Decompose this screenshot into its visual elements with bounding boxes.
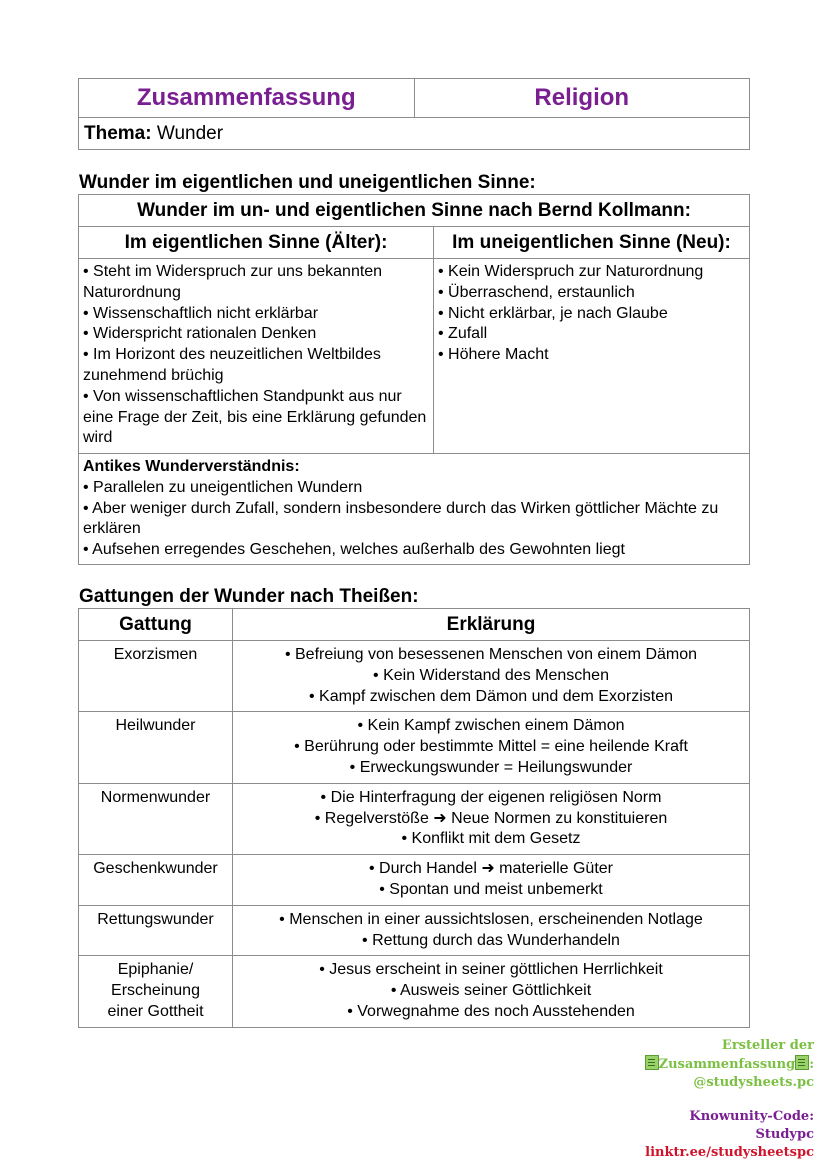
- gattung-cell: [79, 905, 233, 956]
- gattung-name: Rettungswunder: [97, 910, 214, 928]
- erklaerung-cell: [233, 855, 750, 906]
- gattung-name: Erscheinung: [111, 982, 200, 1000]
- credit-line-text: Zusammenfassung: [658, 1057, 796, 1072]
- list-item: • Im Horizont des neuzeitlichen Weltbildes zunehmend brüchig: [83, 346, 381, 384]
- erklaerung-cell: [233, 956, 750, 1027]
- credit-colon: :: [809, 1057, 814, 1072]
- gattung-cell: [79, 956, 233, 1027]
- section-heading-wunder-sinne: Wunder im eigentlichen und uneigentlichen Sinne:: [79, 172, 536, 193]
- erklaerung-cell: [233, 712, 750, 783]
- topic-row: [79, 118, 750, 150]
- list-item: • Von wissenschaftlichen Standpunkt aus nur eine Frage der Zeit, bis eine Erklärung gefunden wird: [83, 387, 427, 447]
- erklaerung-cell: [233, 783, 750, 854]
- table-row: [79, 783, 750, 854]
- table-row: [79, 855, 750, 906]
- list-item: • Rettung durch das Wunderhandeln: [362, 931, 620, 949]
- table-row: [79, 712, 750, 783]
- list-item: • Jesus erscheint in seiner göttlichen Herrlichkeit: [319, 961, 663, 979]
- list-item: • Widerspricht rationalen Denken: [83, 325, 317, 343]
- gattung-name: einer Gottheit: [107, 1002, 204, 1020]
- gattungen-table: [78, 608, 750, 1028]
- gattung-cell: [79, 712, 233, 783]
- topic-value: Wunder: [156, 122, 224, 144]
- author-handle: @studysheets.pc: [693, 1075, 814, 1090]
- list-item: • Durch Handel ➜ materielle Güter: [369, 860, 613, 878]
- gattung-name: Exorzismen: [113, 646, 198, 663]
- column-header-uneigentlich: Im uneigentlichen Sinne (Neu):: [434, 227, 750, 259]
- list-item: • Befreiung von besessenen Menschen von einem Dämon: [284, 646, 698, 663]
- antikes-wunderverstaendnis: [79, 454, 750, 565]
- document-title: Zusammenfassung: [79, 79, 415, 118]
- list-item: • Überraschend, erstaunlich: [438, 283, 635, 301]
- column-header-erklaerung: Erklärung: [233, 609, 750, 641]
- list-item: • Spontan und meist unbemerkt: [379, 880, 603, 898]
- gattung-cell: [79, 783, 233, 854]
- gattung-cell: [79, 641, 233, 712]
- author-credit: [614, 1037, 814, 1162]
- memo-icon: [795, 1055, 809, 1070]
- list-item: • Steht im Widerspruch zur uns bekannten Naturordnung: [83, 263, 383, 301]
- list-item: • Nicht erklärbar, je nach Glaube: [438, 304, 668, 322]
- list-item: • Menschen in einer aussichtslosen, erscheinenden Notlage: [279, 910, 703, 928]
- column-header-eigentlich: Im eigentlichen Sinne (Älter):: [79, 227, 434, 259]
- kollmann-table: [78, 194, 750, 565]
- list-item: • Kein Kampf zwischen einem Dämon: [357, 717, 625, 735]
- list-item: • Die Hinterfragung der eigenen religiösen Norm: [320, 788, 662, 806]
- credit-line: Ersteller der: [721, 1038, 814, 1053]
- list-item: • Erweckungswunder = Heilungswunder: [349, 758, 633, 776]
- list-item: • Vorwegnahme des noch Ausstehenden: [347, 1002, 635, 1020]
- antik-label: Antikes Wunderverständnis:: [83, 458, 300, 475]
- table-row: [79, 905, 750, 956]
- list-item: • Höhere Macht: [438, 346, 549, 364]
- list-item: • Regelverstöße ➜ Neue Normen zu konstituieren: [314, 809, 668, 827]
- header-table: [78, 78, 750, 150]
- linktree-link[interactable]: linktr.ee/studysheetspc: [645, 1145, 814, 1160]
- list-item: • Aufsehen erregendes Geschehen, welches außerhalb des Gewohnten liegt: [83, 541, 625, 559]
- knowunity-code: Studypc: [755, 1127, 814, 1142]
- list-item: • Kein Widerspruch zur Naturordnung: [438, 263, 704, 280]
- table-row: [79, 956, 750, 1027]
- eigentlich-list: [79, 259, 434, 454]
- list-item: • Kampf zwischen dem Dämon und dem Exorzisten: [309, 687, 673, 705]
- knowunity-label: Knowunity-Code:: [689, 1109, 814, 1124]
- gattung-name: Heilwunder: [115, 717, 196, 735]
- memo-icon: [645, 1055, 659, 1070]
- list-item: • Berührung oder bestimmte Mittel = eine heilende Kraft: [294, 738, 688, 756]
- credit-line: [614, 1055, 814, 1074]
- gattung-name: Normenwunder: [100, 788, 211, 806]
- uneigentlich-list: [434, 259, 750, 454]
- gattung-name: Geschenkwunder: [93, 860, 218, 878]
- erklaerung-cell: [233, 641, 750, 712]
- column-header-gattung: Gattung: [79, 609, 233, 641]
- topic-label: Thema:: [84, 122, 152, 144]
- kollmann-table-caption: Wunder im un- und eigentlichen Sinne nach Bernd Kollmann:: [79, 195, 750, 227]
- list-item: • Parallelen zu uneigentlichen Wundern: [83, 478, 363, 496]
- table-row: [79, 641, 750, 712]
- list-item: • Konflikt mit dem Gesetz: [401, 830, 581, 848]
- list-item: • Aber weniger durch Zufall, sondern insbesondere durch das Wirken göttlicher Mächte zu erklären: [83, 499, 719, 538]
- list-item: • Zufall: [438, 325, 488, 343]
- section-heading-gattungen: Gattungen der Wunder nach Theißen:: [79, 586, 419, 607]
- erklaerung-cell: [233, 905, 750, 956]
- list-item: • Wissenschaftlich nicht erklärbar: [83, 304, 319, 322]
- subject-title: Religion: [414, 79, 750, 118]
- gattung-name: Epiphanie/: [117, 961, 194, 979]
- list-item: • Ausweis seiner Göttlichkeit: [390, 982, 592, 1000]
- gattung-cell: [79, 855, 233, 906]
- list-item: • Kein Widerstand des Menschen: [373, 666, 609, 684]
